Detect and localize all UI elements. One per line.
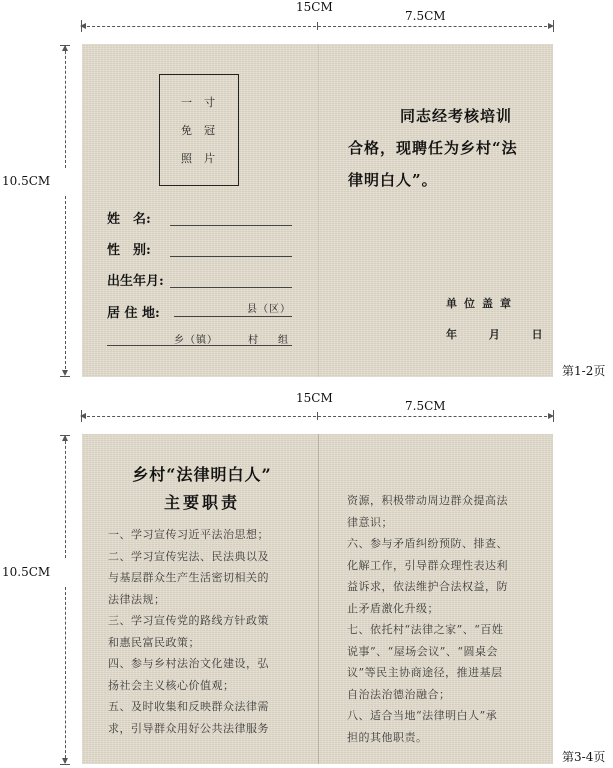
certificate-card-pages-1-2 <box>82 44 557 377</box>
bottom-total-width-label: 15CM <box>296 391 333 405</box>
bottom-dim-lefttick <box>81 410 82 422</box>
duty-line: 和惠民富民政策； <box>108 635 200 649</box>
duties-left-column <box>108 524 269 739</box>
duty-line: 一、学习宣传习近平法治思想； <box>108 528 269 541</box>
duty-line: 止矛盾激化升级； <box>347 601 439 615</box>
bottom-height-line-lower <box>65 587 66 763</box>
top-dim-midtick <box>317 22 318 30</box>
duty-line: 化解工作，引导群众理性表达利 <box>347 558 508 572</box>
seal-date-label: 年 月 日 <box>446 328 557 341</box>
duty-line: 议”等民主协商途径，推进基层 <box>347 666 503 679</box>
duty-line: 三、学习宣传党的路线方针政策 <box>108 614 269 627</box>
duty-line: 八、适合当地“法律明白人”承 <box>347 709 498 722</box>
duty-line: 扬社会主义核心价值观； <box>108 678 235 692</box>
residence-field-line[interactable] <box>174 316 292 317</box>
photo-text-line3: 照片 <box>181 152 227 165</box>
duty-line: 资源，积极带动周边群众提高法 <box>347 494 508 507</box>
gender-field-line[interactable] <box>170 256 292 257</box>
birth-field-line[interactable] <box>170 287 292 288</box>
duty-line: 四、参与乡村法治文化建设，弘 <box>108 657 269 670</box>
duty-line: 律意识； <box>347 515 393 529</box>
gender-field-label: 性 别: <box>107 243 151 258</box>
top-height-toptick <box>60 45 70 46</box>
page-label-1-2: 第1-2页 <box>562 364 606 378</box>
appointment-line3: 律明白人”。 <box>348 171 438 189</box>
top-height-bottomtick <box>60 376 70 377</box>
name-field-line[interactable] <box>170 225 292 226</box>
birth-field-label: 出生年月: <box>107 274 164 289</box>
duty-line: 六、参与矛盾纠纷预防、排查、 <box>347 537 508 550</box>
unit-seal-label: 单位盖章 <box>446 297 518 310</box>
duty-line: 益诉求，依法维护合法权益，防 <box>347 580 508 593</box>
top-height-line-upper <box>65 46 66 168</box>
photo-text-line2: 免冠 <box>181 124 227 137</box>
duties-title-line2: 主要职责 <box>163 493 240 512</box>
top-height-line-lower <box>65 196 66 374</box>
top-total-width-label: 15CM <box>296 0 333 14</box>
duties-right-column <box>347 490 508 748</box>
bottom-height-line-upper <box>65 436 66 558</box>
duties-title-line1: 乡村“法律明白人” <box>132 465 272 484</box>
top-height-label: 10.5CM <box>2 174 51 188</box>
bottom-half-width-label: 7.5CM <box>405 399 446 413</box>
card-fold-line <box>318 434 319 764</box>
duty-line: 七、依托村“法律之家”、“百姓 <box>347 623 504 636</box>
bottom-height-toptick <box>60 435 70 436</box>
top-dim-righttick <box>553 20 554 32</box>
appointment-line1: 同志经考核培训 <box>400 107 513 125</box>
top-dim-lefttick <box>81 20 82 32</box>
bottom-dim-midtick <box>317 412 318 420</box>
duty-line: 与基层群众生产生活密切相关的 <box>108 571 269 584</box>
township-field-line[interactable] <box>107 345 292 346</box>
top-half-width-label: 7.5CM <box>405 9 446 23</box>
name-field-label: 姓 名: <box>107 212 151 227</box>
bottom-height-label: 10.5CM <box>2 565 51 579</box>
duty-line: 担的其他职责。 <box>347 730 428 744</box>
bottom-dim-righttick <box>553 410 554 422</box>
card-fold-line <box>318 44 319 377</box>
bottom-height-bottomtick <box>60 764 70 765</box>
duty-line: 五、及时收集和反映群众法律需 <box>108 700 269 713</box>
village-label: 村 <box>248 335 259 346</box>
photo-text-line1: 一寸 <box>181 96 227 109</box>
duty-line: 自治法治德治融合； <box>347 687 451 701</box>
duties-card-pages-3-4 <box>82 434 553 764</box>
page-label-3-4: 第3-4页 <box>562 750 606 764</box>
residence-field-label: 居 住 地: <box>107 306 160 321</box>
duty-line: 说事”、“屋场会议”、“圆桌会 <box>347 644 498 658</box>
appointment-line2: 合格，现聘任为乡村“法 <box>348 139 518 157</box>
township-label: 乡（镇） <box>174 335 218 346</box>
group-label: 组 <box>278 335 289 346</box>
duty-line: 法律法规； <box>108 592 166 606</box>
duty-line: 二、学习宣传宪法、民法典以及 <box>108 549 269 563</box>
duty-line: 求，引导群众用好公共法律服务 <box>108 721 269 735</box>
county-label: 县（区） <box>247 304 291 315</box>
